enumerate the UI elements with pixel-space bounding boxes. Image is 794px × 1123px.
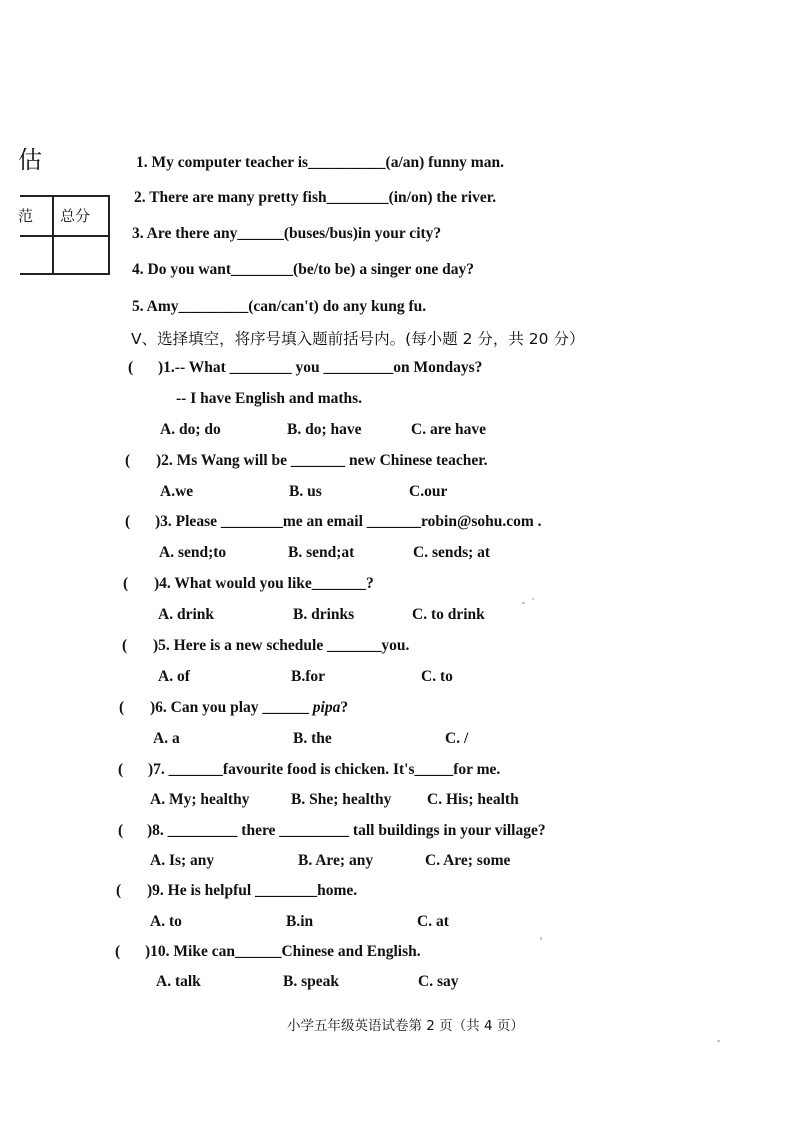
mc-question-3-option-c: C. sends; at [413, 544, 491, 561]
margin-char: 估 [18, 146, 42, 174]
mc-question-2-option-c: C.our [409, 483, 448, 500]
mc-question-5-option-c: C. to [421, 668, 453, 685]
mc-question-5-stem: )5. Here is a new schedule _______you. [153, 637, 410, 654]
mc-question-6-option-b: B. the [293, 730, 332, 747]
mc-question-3-option-a: A. send;to [159, 544, 227, 561]
scan-speck [522, 602, 525, 604]
answer-paren: ( [116, 882, 122, 899]
mc-question-10-option-a: A. talk [156, 973, 201, 990]
fill-question-4: 4. Do you want________(be/to be) a singer one day? [132, 261, 475, 278]
mc-question-10-option-c: C. say [418, 973, 459, 990]
mc-question-4-option-a: A. drink [158, 606, 214, 623]
answer-paren: ( [115, 943, 121, 960]
score-box-left-label: 范 [18, 207, 34, 225]
fill-question-1: 1. My computer teacher is__________(a/an) funny man. [136, 154, 504, 171]
fill-question-3: 3. Are there any______(buses/bus)in your city? [132, 225, 442, 242]
mc-question-4-option-b: B. drinks [293, 606, 355, 623]
mc-question-8-option-b: B. Are; any [298, 852, 374, 869]
mc-question-6-stem: )6. Can you play ______ pipa? [150, 699, 349, 716]
mc-question-1-option-a: A. do; do [160, 421, 221, 438]
mc-question-4-option-c: C. to drink [412, 606, 485, 623]
answer-paren: ( [118, 761, 124, 778]
mc-question-9-option-c: C. at [417, 913, 449, 930]
mc-question-2-option-b: B. us [289, 483, 322, 500]
answer-paren: ( [125, 452, 131, 469]
fill-question-5: 5. Amy_________(can/can't) do any kung fu. [132, 298, 427, 315]
answer-paren: ( [123, 575, 129, 592]
mc-question-7-option-a: A. My; healthy [150, 791, 250, 808]
answer-paren: ( [119, 699, 125, 716]
mc-question-3-option-b: B. send;at [288, 544, 355, 561]
mc-question-4-stem: )4. What would you like_______? [154, 575, 374, 592]
mc-question-8-stem: )8. _________ there _________ tall buildings in your village? [147, 822, 546, 839]
answer-paren: ( [122, 637, 128, 654]
mc-question-1-stem: )1.-- What ________ you _________on Mondays? [158, 359, 483, 376]
mc-question-1-sub: -- I have English and maths. [176, 390, 363, 407]
fill-question-2: 2. There are many pretty fish________(in/on) the river. [134, 189, 497, 206]
mc-question-9-option-a: A. to [150, 913, 182, 930]
mc-question-7-option-b: B. She; healthy [291, 791, 392, 808]
mc-question-10-stem: )10. Mike can______Chinese and English. [145, 943, 421, 960]
mc-question-1-option-b: B. do; have [287, 421, 362, 438]
pipa-word: pipa [312, 699, 341, 716]
mc-question-5-option-a: A. of [158, 668, 190, 685]
mc-question-6-option-c: C. / [445, 730, 469, 747]
mc-question-2-stem: )2. Ms Wang will be _______ new Chinese teacher. [156, 452, 488, 469]
mc-question-7-stem: )7. _______favourite food is chicken. It's_____for me. [148, 761, 501, 778]
answer-paren: ( [118, 822, 124, 839]
answer-paren: ( [125, 513, 131, 530]
mc-question-7-option-c: C. His; health [427, 791, 519, 808]
mc-question-1-option-c: C. are have [411, 421, 487, 438]
score-box-total-label: 总分 [60, 207, 91, 225]
section-v-heading: V、选择填空，将序号填入题前括号内。(每小题 2 分，共 20 分） [131, 330, 585, 348]
answer-paren: ( [128, 359, 134, 376]
mc-question-8-option-c: C. Are; some [425, 852, 511, 869]
mc-question-8-option-a: A. Is; any [150, 852, 215, 869]
mc-question-3-stem: )3. Please ________me an email _______robin@sohu.com . [155, 513, 542, 530]
mc-question-2-option-a: A.we [160, 483, 194, 500]
scan-speck [540, 937, 542, 940]
mc-question-5-option-b: B.for [291, 668, 326, 685]
mc-question-6-option-a: A. a [153, 730, 180, 747]
mc-question-9-stem: )9. He is helpful ________home. [147, 882, 358, 899]
scan-speck [717, 1040, 720, 1042]
mc-question-9-option-b: B.in [286, 913, 314, 930]
scan-speck [532, 598, 534, 600]
page-footer: 小学五年级英语试卷第 2 页（共 4 页） [287, 1018, 524, 1034]
mc-question-10-option-b: B. speak [283, 973, 339, 990]
score-box [20, 195, 110, 275]
